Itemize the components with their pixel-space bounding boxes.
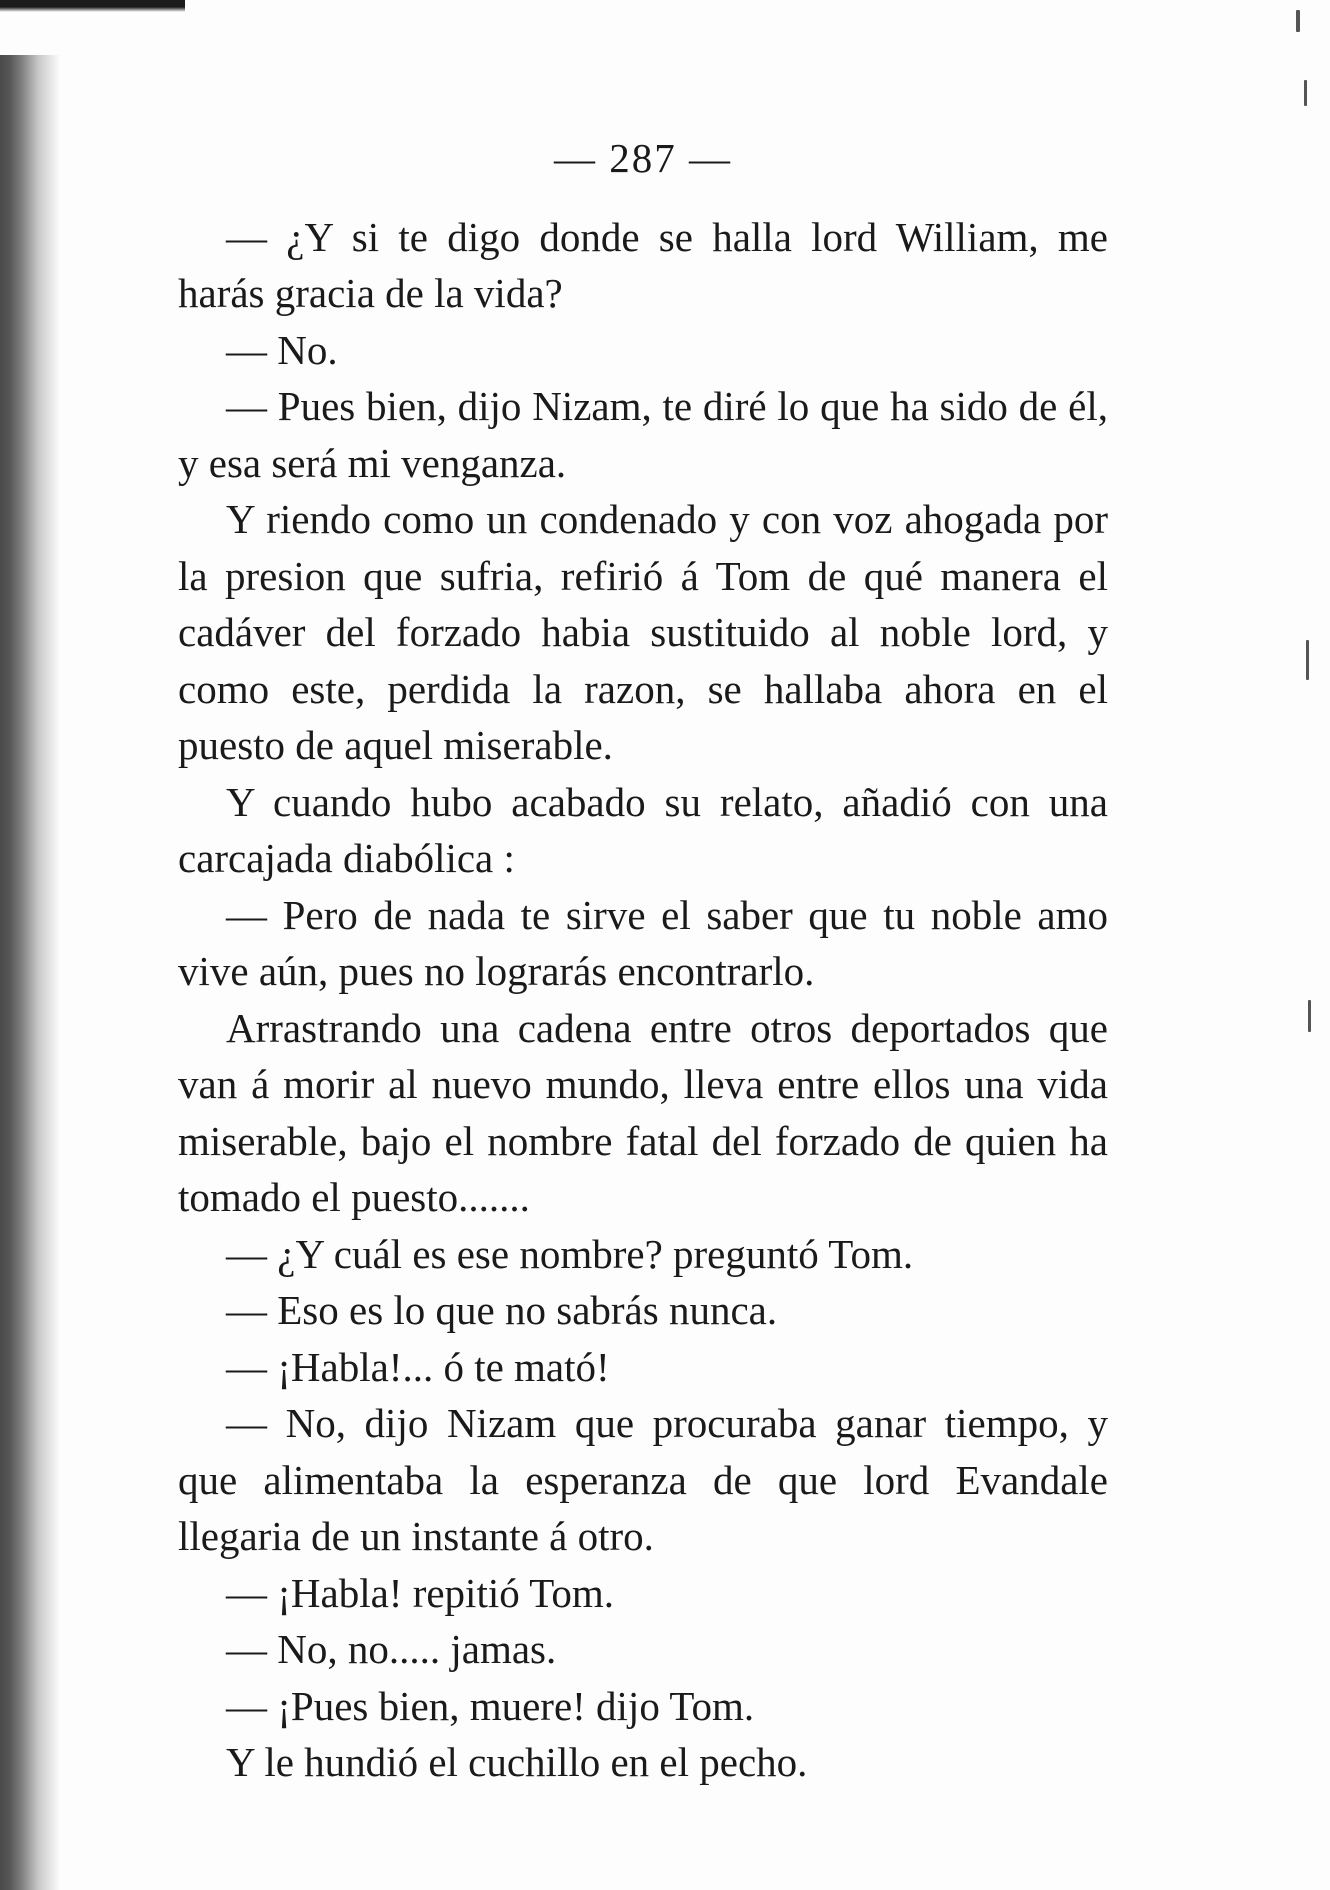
paragraph: — ¡Habla! repitió Tom. xyxy=(226,1569,615,1616)
paragraph: — ¿Y si te digo donde se halla lord William, me harás gracia de la vida? xyxy=(178,213,1108,316)
paragraph: — Pero de nada te sirve el saber que tu noble amo vive aún, pues no lograrás encontrarlo. xyxy=(178,891,1108,994)
binding-shadow xyxy=(0,55,60,1890)
paragraph: Y cuando hubo acabado su relato, añadió con una carcajada diabólica : xyxy=(178,778,1108,881)
paragraph: Arrastrando una cadena entre otros deportados que van á morir al nuevo mundo, lleva entre ellos una vida miserable, bajo el nombre fatal del forzado de quien ha tomado el puesto....... xyxy=(178,1004,1108,1220)
paragraph: — Eso es lo que no sabrás nunca. xyxy=(226,1287,778,1333)
margin-speck xyxy=(1308,1000,1311,1032)
paragraph: — No, no..... jamas. xyxy=(226,1626,557,1672)
paragraph: — No. xyxy=(226,326,338,373)
paragraph: Y le hundió el cuchillo en el pecho. xyxy=(226,1739,808,1785)
paragraph: — ¡Pues bien, muere! dijo Tom. xyxy=(226,1682,755,1729)
paragraph: Y riendo como un condenado y con voz ahogada por la presion que sufria, refirió á Tom de qué manera el cadáver del forzado habia sustituido al noble lord, y como este, perdida la razon, se hallaba ahora en el puesto de aquel miserable. xyxy=(178,496,1108,768)
margin-speck xyxy=(1296,10,1300,32)
margin-speck xyxy=(1304,80,1307,106)
paragraph: — ¡Habla!... ó te mató! xyxy=(226,1343,610,1390)
paragraph: — No, dijo Nizam que procuraba ganar tiempo, y que alimentaba la esperanza de que lord Evandale llegaria de un instante á otro. xyxy=(178,1400,1108,1559)
paragraph: — ¿Y cuál es ese nombre? preguntó Tom. xyxy=(226,1230,914,1277)
page-number: — 287 — xyxy=(554,135,732,181)
paragraph: — Pues bien, dijo Nizam, te diré lo que ha sido de él, y esa será mi venganza. xyxy=(178,383,1108,486)
top-edge-mark xyxy=(0,0,185,12)
page-text xyxy=(178,130,1108,1791)
margin-speck xyxy=(1306,640,1309,680)
